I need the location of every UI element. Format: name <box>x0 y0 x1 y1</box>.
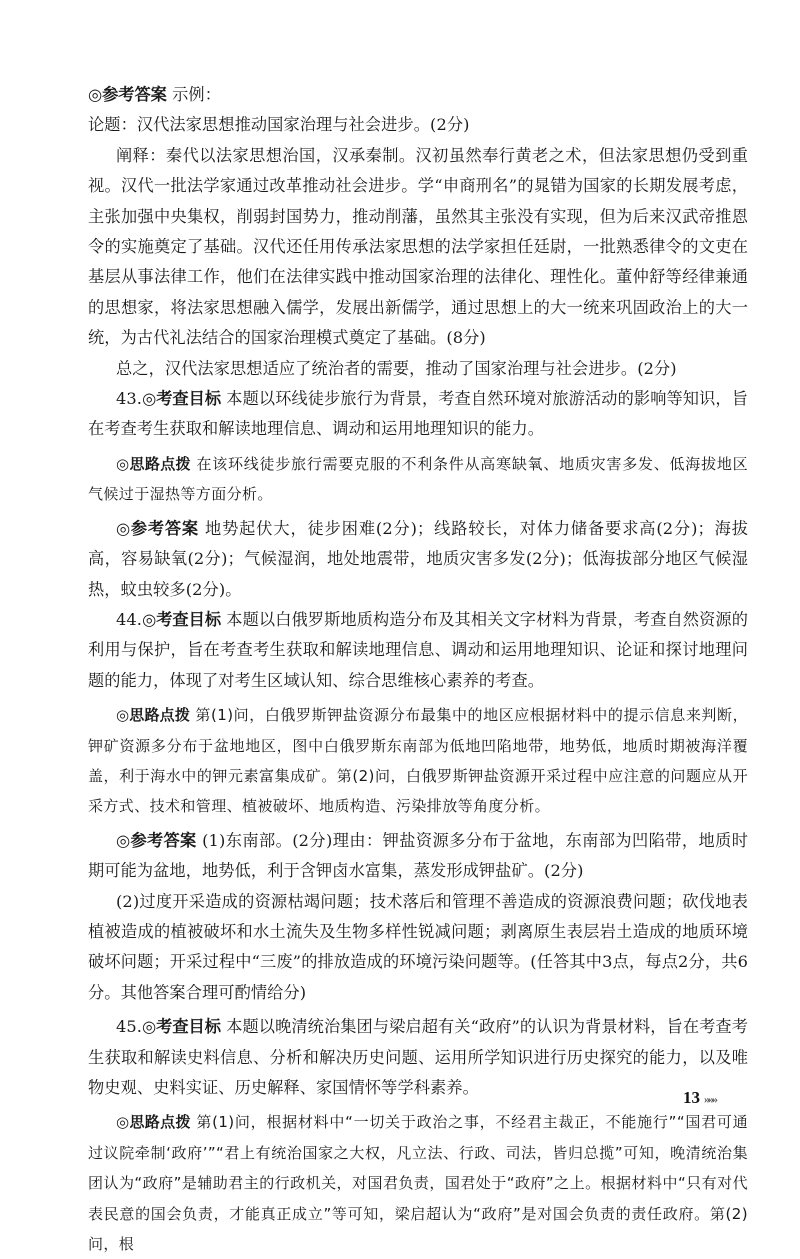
question-number: 44. <box>116 609 143 629</box>
q44-answer-part1 <box>88 826 748 887</box>
question-number: 45. <box>116 1017 143 1037</box>
q43-hint <box>88 449 748 510</box>
q42-thesis: 论题：汉代法家思想推动国家治理与社会进步。(2分) <box>88 115 470 135</box>
hint-text: 第(1)问，根据材料中“一切关于政治之事，不经君主裁正，不能施行”“国君可通过议院牵制‘政府’”“君上有统治国家之大权，凡立法、行政、司法，皆归总揽”可知，晚清统治集团认为“政府”是辅助君主的行政机关，对国君负责，国君处于“政府”之上。根据材料中“只有对代表民意的国会负责，才能真正成立”等可知，梁启超认为“政府”是对国会负责的责任政府。第(2)问，根 <box>88 1113 748 1254</box>
q44-answer-part2: (2)过度开采造成的资源枯竭问题；技术落后和管理不善造成的资源浪费问题；砍伐地表植被造成的植被破坏和水土流失及生物多样性锐减问题；剥离原生表层岩土造成的地质环境破坏问题；开采过程中“三废”的排放造成的环境污染问题等。(任答其中3点，每点2分，共6分。其他答案合理可酌情给分) <box>88 891 748 1002</box>
q44-target <box>88 605 748 696</box>
answer-lead: 示例： <box>166 85 221 104</box>
answer-tag: ◎参考答案 <box>116 518 199 538</box>
target-tag: ◎考查目标 <box>142 609 222 629</box>
answer-text: 地势起伏大，徒步困难(2分)；线路较长，对体力储备要求高(2分)；海拔高，容易缺氧(2分)；气候湿润，地处地震带，地质灾害多发(2分)；低海拔部分地区气候湿热，蚊虫较多(2分)。 <box>88 518 749 599</box>
answer-tag: ◎参考答案 <box>116 830 197 850</box>
question-number: 43. <box>116 389 143 409</box>
target-text: 本题以晚清统治集团与梁启超有关“政府”的认识为背景材料，旨在考查考生获取和解读史料信息、分析和解决历史问题、运用所学知识进行历史探究的能力，以及唯物史观、史料实证、历史解释、家国情怀等学科素养。 <box>88 1017 748 1097</box>
answer-tag: ◎参考答案 <box>88 85 167 104</box>
q44-hint <box>88 700 748 822</box>
q45-hint <box>88 1107 748 1259</box>
target-text: 本题以环线徒步旅行为背景，考查自然环境对旅游活动的影响等知识，旨在考查考生获取和解读地理信息、调动和运用地理知识的能力。 <box>88 389 749 439</box>
hint-text: 第(1)问，白俄罗斯钾盐资源分布最集中的地区应根据材料中的提示信息来判断，钾矿资源多分布于盆地地区，图中白俄罗斯东南部为低地凹陷地带，地势低，地质时期被海洋覆盖，利于海水中的钾元素富集成矿。第(2)问，白俄罗斯钾盐资源开采过程中应注意的问题应从开采方式、技术和管理、植被破坏、地质构造、污染排放等角度分析。 <box>88 706 748 816</box>
target-tag: ◎考查目标 <box>142 389 222 409</box>
hint-tag: ◎思路点拨 <box>116 1113 191 1132</box>
q43-target <box>88 384 748 445</box>
target-tag: ◎考查目标 <box>142 1017 221 1037</box>
hint-tag: ◎思路点拨 <box>116 454 191 473</box>
q42-answer-header <box>88 80 748 110</box>
page-arrows-icon: »»» <box>704 1092 716 1106</box>
q42-summary: 总之，汉代法家思想适应了统治者的需要，推动了国家治理与社会进步。(2分) <box>116 358 677 378</box>
page-number: 13 <box>683 1088 700 1107</box>
answer-page <box>88 80 748 1259</box>
hint-text: 在该环线徒步旅行需要克服的不利条件从高寒缺氧、地质灾害多发、低海拔地区气候过于湿热等方面分析。 <box>88 454 749 504</box>
target-text: 本题以白俄罗斯地质构造分布及其相关文字材料为背景，考查自然资源的利用与保护，旨在考查考生获取和解读地理信息、调动和运用地理知识、论证和探讨地理问题的能力，体现了对考生区域认知、综合思维核心素养的考查。 <box>88 609 749 690</box>
q42-explanation: 阐释：秦代以法家思想治国，汉承秦制。汉初虽然奉行黄老之术，但法家思想仍受到重视。汉代一批法学家通过改革推动社会进步。学“申商刑名”的晁错为国家的长期发展考虑，主张加强中央集权，削弱封国势力，推动削藩，虽然其主张没有实现，但为后来汉武帝推恩令的实施奠定了基础。汉代还任用传承法家思想的法学家担任廷尉，一批熟悉律令的文吏在基层从事法律工作，他们在法律实践中推动国家治理的法律化、理性化。董仲舒等经律兼通的思想家，将法家思想融入儒学，发展出新儒学，通过思想上的大一统来巩固政治上的大一统，为古代礼法结合的国家治理模式奠定了基础。(8分) <box>88 145 748 348</box>
answer-text: (1)东南部。(2分)理由：钾盐资源多分布于盆地，东南部为凹陷带，地质时期可能为盆地，地势低，利于含钾卤水富集，蒸发形成钾盐矿。(2分) <box>88 830 749 881</box>
page-footer <box>683 1088 716 1108</box>
q43-answer <box>88 514 748 605</box>
hint-tag: ◎思路点拨 <box>116 706 191 725</box>
q45-target <box>88 1012 748 1103</box>
